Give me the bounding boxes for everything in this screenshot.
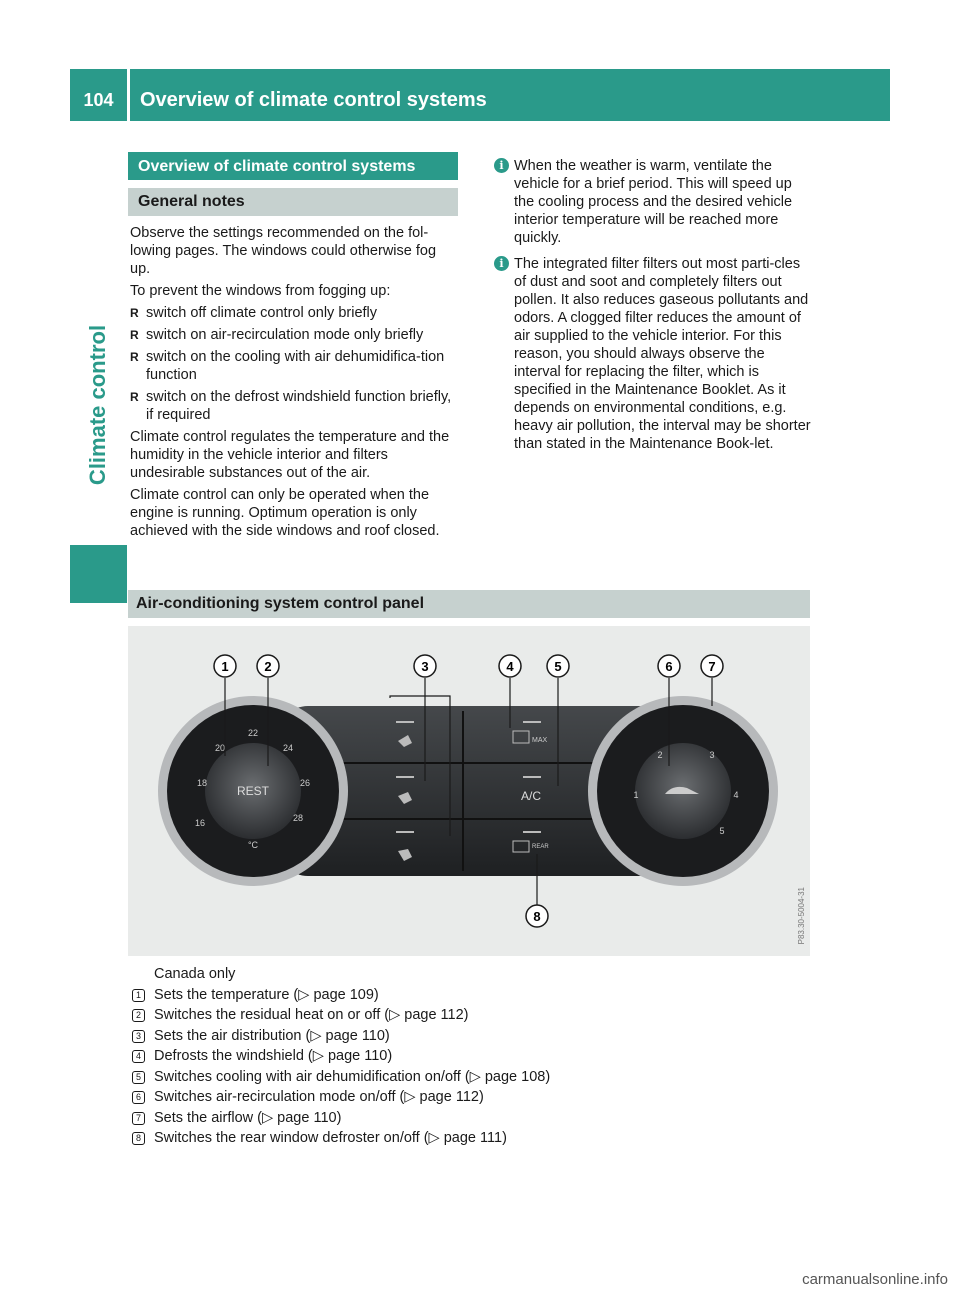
dial-tick: 24 <box>282 743 294 753</box>
legend-text: Sets the airflow (▷ page 110) <box>154 1109 342 1126</box>
panel-section-heading: Air-conditioning system control panel <box>128 590 810 618</box>
control-panel-figure <box>128 626 810 956</box>
paragraph: Climate control regulates the temperature and the humidity in the vehicle interior and filters undesirable substances out of the air. <box>130 429 450 481</box>
info-note <box>498 255 813 453</box>
legend-number: 3 <box>132 1030 145 1043</box>
watermark: carmanualsonline.info <box>802 1271 948 1288</box>
legend-number: 7 <box>132 1112 145 1125</box>
info-icon: i <box>494 256 509 271</box>
callout-4: 4 <box>506 659 514 674</box>
legend-item <box>130 1026 810 1047</box>
legend-item <box>130 1046 810 1067</box>
info-text: The integrated filter filters out most parti-cles of dust and soot and completely filters out pollen. It also reduces gaseous pollutants and odors. A clogged filter reduces the amount of air supplied to the vehicle interior. For this reason, you should always observe the interval for replacing the filter, which is specified in the Maintenance Booklet. As it depends on environmental conditions, e.g. heavy air pollution, the interval may be shorter than stated in the Maintenance Book-let. <box>514 256 811 452</box>
info-note <box>498 157 813 247</box>
paragraph: Climate control can only be operated when the engine is running. Optimum operation is only achieved with the side windows and roof closed. <box>130 487 440 539</box>
indicator-led <box>523 721 541 723</box>
legend-number: 4 <box>132 1050 145 1063</box>
dial-tick: 28 <box>292 813 304 823</box>
page-title: Overview of climate control systems <box>140 89 487 111</box>
info-text: When the weather is warm, ventilate the vehicle for a brief period. This will speed up the cooling process and the desired vehicle interior temperature will be reached more quickly. <box>514 158 793 246</box>
legend-item <box>130 1087 810 1108</box>
figure-code: P83.30-5004-31 <box>797 886 806 944</box>
dial-tick: 3 <box>709 750 715 760</box>
bullet-item: R switch on the cooling with air dehumidifica-tion function <box>130 348 460 384</box>
indicator-led <box>396 831 414 833</box>
indicator-led <box>396 721 414 723</box>
legend-item <box>130 1128 810 1149</box>
callout-2: 2 <box>264 659 272 674</box>
callout-7: 7 <box>708 659 716 674</box>
rest-label: REST <box>236 784 270 798</box>
callout-1: 1 <box>221 659 229 674</box>
indicator-led <box>523 831 541 833</box>
legend-number: 5 <box>132 1071 145 1084</box>
control-panel-illustration <box>128 626 810 956</box>
section-heading: Overview of climate control systems <box>128 152 458 180</box>
legend-text: Sets the air distribution (▷ page 110) <box>154 1027 390 1044</box>
indicator-led <box>396 776 414 778</box>
dial-tick: 1 <box>633 790 639 800</box>
side-tab-marker <box>70 545 127 603</box>
bullet-item: R switch on air-recirculation mode only briefly <box>130 326 460 344</box>
legend-item <box>130 985 810 1006</box>
figure-legend <box>130 964 810 1149</box>
legend-number: 1 <box>132 989 145 1002</box>
dial-tick: 18 <box>196 778 208 788</box>
max-label: MAX <box>532 737 548 744</box>
legend-number: 8 <box>132 1132 145 1145</box>
callout-3: 3 <box>421 659 429 674</box>
unit-label: °C <box>247 840 259 850</box>
legend-text: Sets the temperature (▷ page 109) <box>154 986 379 1003</box>
dial-tick: 4 <box>733 790 739 800</box>
legend-item <box>130 1067 810 1088</box>
subsection-heading: General notes <box>128 188 458 216</box>
legend-item <box>130 1108 810 1129</box>
dial-tick: 2 <box>657 750 663 760</box>
dial-tick: 20 <box>214 743 226 753</box>
side-tab-label: Climate control <box>85 324 110 486</box>
dial-tick: 5 <box>719 826 725 836</box>
legend-text: Switches the residual heat on or off (▷ page 112) <box>154 1007 469 1023</box>
paragraph: Observe the settings recommended on the fol-lowing pages. The windows could otherwise fog up. <box>130 225 437 277</box>
legend-note: Canada only <box>154 966 236 982</box>
callout-5: 5 <box>554 659 562 674</box>
legend-text: Defrosts the windshield (▷ page 110) <box>154 1048 393 1064</box>
ac-label: A/C <box>520 789 542 803</box>
legend-number: 2 <box>132 1009 145 1022</box>
info-icon: i <box>494 158 509 173</box>
rear-label: REAR <box>532 844 549 850</box>
legend-text: Switches the rear window defroster on/off (▷ page 111) <box>154 1130 507 1146</box>
legend-number: 6 <box>132 1091 145 1104</box>
right-column-text <box>498 157 813 461</box>
dial-tick: 22 <box>247 728 259 738</box>
indicator-led <box>523 776 541 778</box>
bullet-item: R switch off climate control only briefly <box>130 304 460 322</box>
bullet-item: R switch on the defrost windshield function briefly, if required <box>130 388 460 424</box>
dial-tick: 16 <box>194 818 206 828</box>
side-tab <box>83 275 113 535</box>
callout-8: 8 <box>533 909 541 924</box>
legend-text: Switches air-recirculation mode on/off (▷ page 112) <box>154 1089 484 1105</box>
left-column-text <box>130 224 460 544</box>
paragraph: To prevent the windows from fogging up: <box>130 283 391 299</box>
callout-6: 6 <box>665 659 673 674</box>
header-divider <box>127 69 130 121</box>
legend-item <box>130 1005 810 1026</box>
page-number: 104 <box>83 90 114 110</box>
legend-text: Switches cooling with air dehumidification on/off (▷ page 108) <box>154 1068 551 1085</box>
dial-tick: 26 <box>299 778 311 788</box>
